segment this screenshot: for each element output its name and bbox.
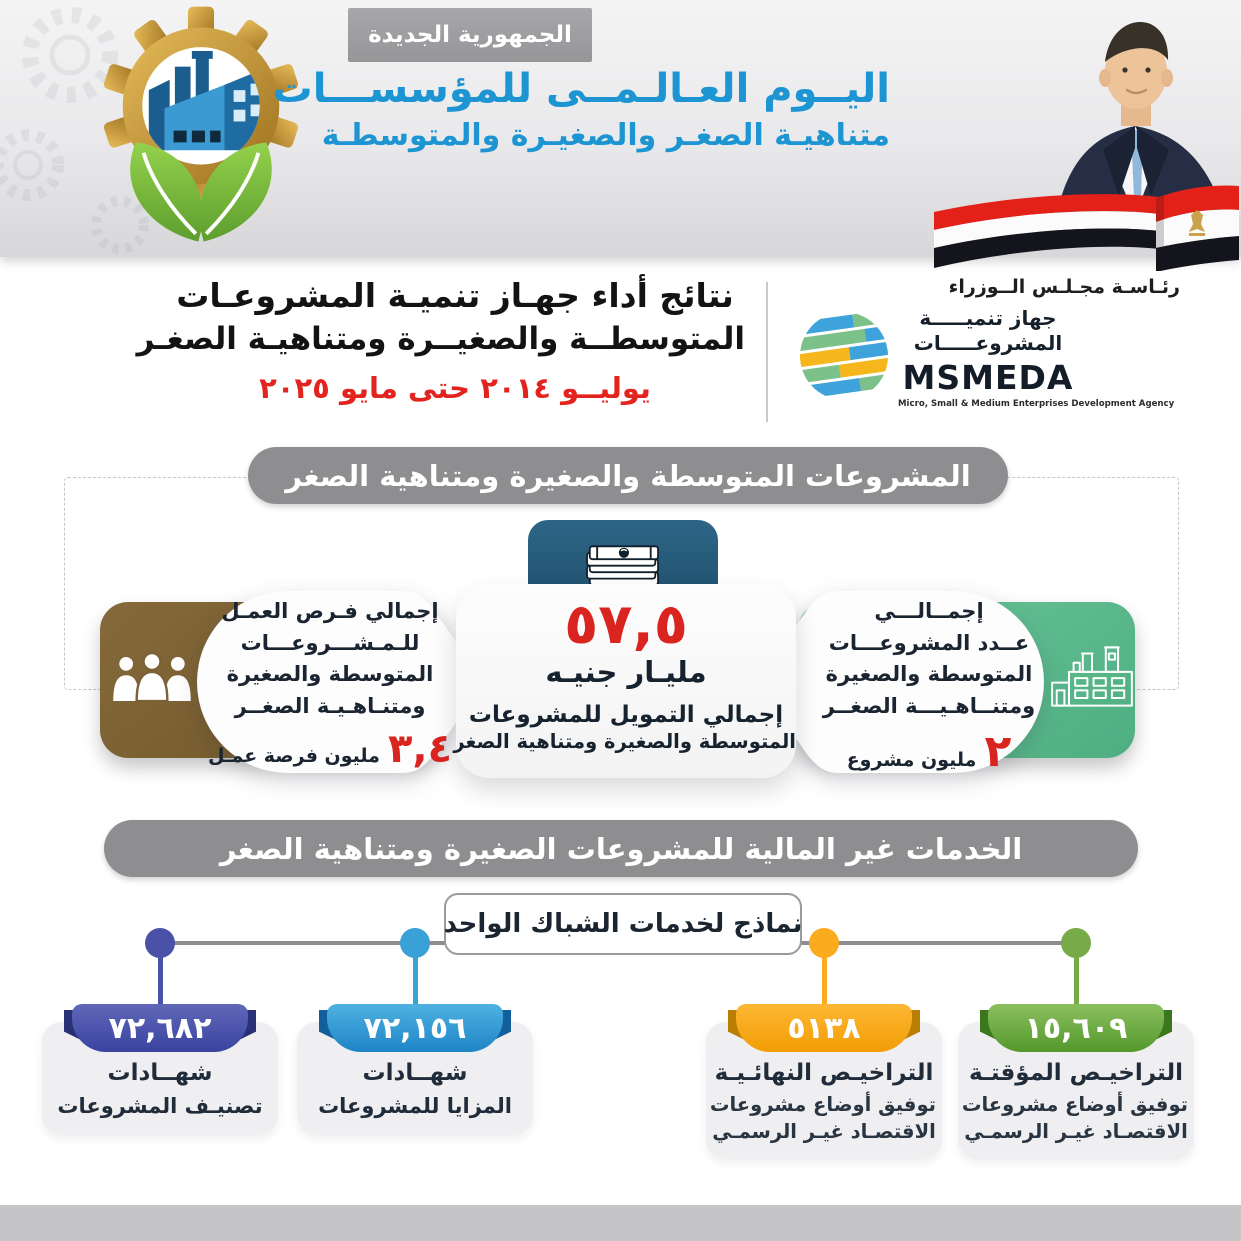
agency-name-ar-line1: جهاز تنميـــــة <box>919 306 1057 330</box>
cabinet-authority-label: رئـاسـة مجـلـس الــوزراء <box>948 276 1180 298</box>
stat-line: الاقتصـاد غيـر الرسمـي <box>712 1119 936 1143</box>
jobs-unit: مليون فرصة عمـل <box>208 745 380 767</box>
node-dot <box>400 928 430 958</box>
node-dot <box>1061 928 1091 958</box>
stat-benefit-certificates <box>297 928 533 1168</box>
jobs-line1: إجمالي فـرص العمـل <box>221 599 439 623</box>
stat-value: ١٥,٦٠٩ <box>1024 1010 1128 1046</box>
agency-name-ar-line2: المشروعـــــات <box>913 331 1063 355</box>
jobs-line3: المتوسطة والصغيرة <box>226 662 434 686</box>
results-period: يوليــو ٢٠١٤ حتى مايو ٢٠٢٥ <box>259 370 651 405</box>
funding-card <box>453 584 796 778</box>
funding-value: ٥٧,٥ <box>564 592 688 657</box>
one-stop-shop-pill <box>444 893 802 955</box>
results-heading <box>136 274 745 405</box>
msmeda-logo-block <box>790 272 1182 422</box>
main-title-block <box>272 64 890 154</box>
projects-callout <box>818 596 1040 777</box>
stat-title: التراخيـص النهائـيـة <box>714 1060 934 1086</box>
stat-title: شهــادات <box>362 1060 468 1086</box>
projects-value: ٢ <box>984 726 1012 777</box>
stat-line: توفيق أوضاع مشروعات <box>961 1092 1188 1116</box>
stat-line: الاقتصـاد غيـر الرسمـي <box>964 1119 1188 1143</box>
people-icon <box>110 646 194 706</box>
jobs-line4: ومتنـاهـيـة الصغــر <box>234 693 426 718</box>
page-subtitle: متناهيـة الصغـر والصغيـرة والمتوسطـة <box>321 118 890 153</box>
stat-line: توفيق أوضاع مشروعات <box>709 1092 936 1116</box>
stat-value-ribbon <box>72 1004 248 1052</box>
one-stop-shop-label: نماذج لخدمات الشباك الواحد <box>443 909 803 939</box>
jobs-line2: للـمـشـــروعـــات <box>240 630 420 655</box>
projects-unit: مليون مشروع <box>846 749 977 771</box>
stat-final-licenses <box>706 928 942 1168</box>
agency-name-block <box>898 306 1175 409</box>
page-title: اليــوم العـالـمــى للمؤسســـات <box>272 66 890 112</box>
money-stack-icon <box>575 533 671 591</box>
stat-value-ribbon <box>736 1004 912 1052</box>
egypt-flag-ribbon <box>928 176 1241 271</box>
services-section-banner <box>104 820 1138 877</box>
agency-acronym: MSMEDA <box>902 358 1074 397</box>
jobs-value: ٣,٤ <box>387 726 452 772</box>
badge-label: الجمهورية الجديدة <box>368 22 572 48</box>
stat-title: التراخيـص المؤقتـة <box>969 1060 1183 1086</box>
stat-title: شهــادات <box>107 1060 213 1086</box>
stat-value-ribbon <box>327 1004 503 1052</box>
projects-line1: إجمــالـــي <box>874 599 984 623</box>
results-heading-line1: نتائج أداء جهـاز تنميـة المشروعـات <box>176 276 734 315</box>
stat-value: ٧٢,٦٨٢ <box>108 1010 212 1046</box>
stat-line: تصنيـف المشروعات <box>57 1093 263 1118</box>
funding-line1: إجمالي التمويل للمشروعات <box>468 701 784 728</box>
new-republic-badge <box>348 8 592 62</box>
projects-line4: ومتنــاهـيـــة الصغــر <box>822 693 1036 718</box>
stat-value-ribbon <box>988 1004 1164 1052</box>
node-dot <box>145 928 175 958</box>
msme-section-banner <box>248 447 1008 504</box>
jobs-callout <box>210 596 450 772</box>
funding-unit: مليـار جنيـه <box>545 654 707 689</box>
stat-value: ٧٢,١٥٦ <box>363 1010 467 1046</box>
agency-tagline: Micro, Small & Medium Enterprises Development Agency <box>898 399 1175 409</box>
footer-band <box>0 1205 1241 1241</box>
services-banner-label: الخدمات غير المالية للمشروعات الصغيرة ومتناهية الصغر <box>219 831 1023 866</box>
projects-line2: عــدد المشروعـــات <box>828 630 1030 655</box>
stat-value: ٥١٣٨ <box>787 1010 861 1046</box>
stat-classification-certificates <box>42 928 278 1168</box>
factory-icon <box>1046 636 1138 714</box>
msmeda-globe-icon <box>798 308 890 404</box>
msme-day-logo-icon <box>70 4 332 252</box>
node-dot <box>809 928 839 958</box>
stat-line: المزايا للمشروعات <box>318 1093 512 1118</box>
funding-line2: المتوسطة والصغيرة ومتناهية الصغر <box>453 729 796 753</box>
results-heading-line2: المتوسطــة والصغيــرة ومتناهيـة الصغـر <box>136 320 745 357</box>
projects-line3: المتوسطة والصغيرة <box>825 662 1033 686</box>
msme-banner-label: المشروعات المتوسطة والصغيرة ومتناهية الصغر <box>285 458 971 493</box>
stat-temporary-licenses <box>958 928 1194 1168</box>
vertical-divider <box>766 282 768 422</box>
